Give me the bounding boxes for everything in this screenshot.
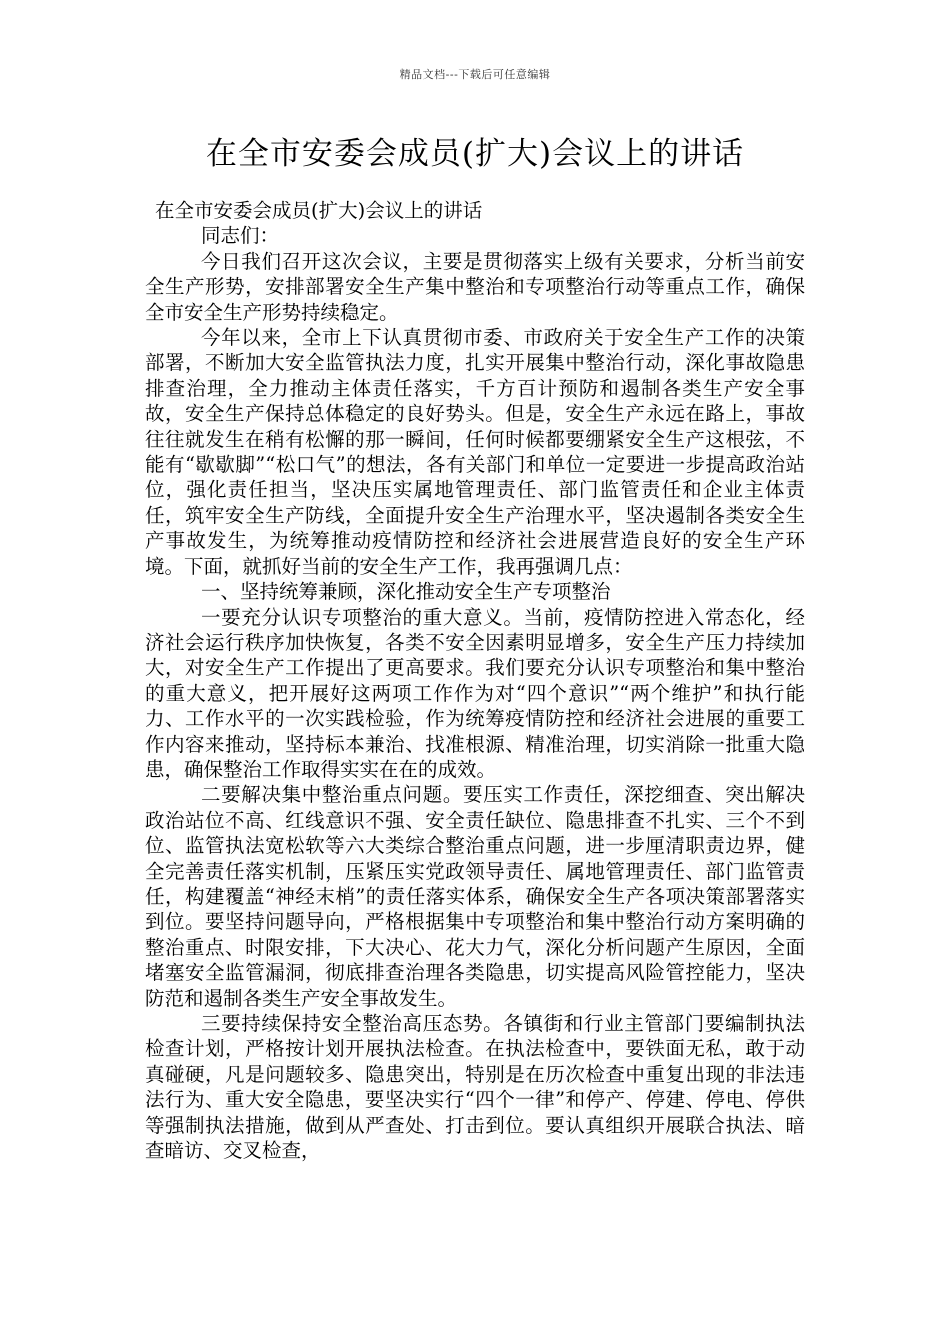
header-note: 精品文档---下载后可任意编辑 (399, 68, 551, 81)
salutation: 同志们： (201, 224, 280, 248)
document-subtitle: 在全市安委会成员(扩大)会议上的讲话 (155, 199, 483, 222)
paragraph: 今年以来，全市上下认真贯彻市委、市政府关于安全生产工作的决策部署，不断加大安全监管执法力度，扎实开展集中整治行动，深化事故隐患排查治理，全力推动主体责任落实，千方百计预防和遏制各类生产安全事故，安全生产保持总体稳定的良好势头。但是，安全生产永远在路上，事故往往就发生在稍有松懈的那一瞬间，任何时候都要绷紧安全生产这根弦，不能有“歇歇脚”“松口气”的想法，各有关部门和单位一定要进一步提高政治站位，强化责任担当，坚决压实属地管理责任、部门监管责任和企业主体责任，筑牢安全生产防线，全面提升安全生产治理水平，坚决遏制各类安全生产事故发生，为统筹推动疫情防控和经济社会进展营造良好的安全生产环境。下面，就抓好当前的安全生产工作，我再强调几点： (145, 326, 805, 578)
paragraph: 今日我们召开这次会议，主要是贯彻落实上级有关要求，分析当前安全生产形势，安排部署安全生产集中整治和专项整治行动等重点工作，确保全市安全生产形势持续稳定。 (145, 249, 805, 324)
document-title: 在全市安委会成员(扩大)会议上的讲话 (205, 136, 745, 172)
paragraph: 二要解决集中整治重点问题。要压实工作责任，深挖细查、突出解决政治站位不高、红线意识不强、安全责任缺位、隐患排查不扎实、三个不到位、监管执法宽松软等六大类综合整治重点问题，进一步厘清职责边界，健全完善责任落实机制，压紧压实党政领导责任、属地管理责任、部门监管责任，构建覆盖“神经末梢”的责任落实体系，确保安全生产各项决策部署落实到位。要坚持问题导向，严格根据集中专项整治和集中整治行动方案明确的整治重点、时限安排，下大决心、花大力气，深化分析问题产生原因，全面堵塞安全监管漏洞，彻底排查治理各类隐患，切实提高风险管控能力，坚决防范和遏制各类生产安全事故发生。 (145, 783, 805, 1010)
paragraph: 一要充分认识专项整治的重大意义。当前，疫情防控进入常态化，经济社会运行秩序加快恢复，各类不安全因素明显增多，安全生产压力持续加大，对安全生产工作提出了更高要求。我们要充分认识专项整治和集中整治的重大意义，把开展好这两项工作作为对“四个意识”“两个维护”和执行能力、工作水平的一次实践检验，作为统筹疫情防控和经济社会进展的重要工作内容来推动，坚持标本兼治、找准根源、精准治理，切实消除一批重大隐患，确保整治工作取得实实在在的成效。 (145, 605, 805, 781)
paragraph: 三要持续保持安全整治高压态势。各镇街和行业主管部门要编制执法检查计划，严格按计划开展执法检查。在执法检查中，要铁面无私，敢于动真碰硬，凡是问题较多、隐患突出，特别是在历次检查中重复出现的非法违法行为、重大安全隐患，要坚决实行“四个一律”和停产、停建、停电、停供等强制执法措施，做到从严查处、打击到位。要认真组织开展联合执法、暗查暗访、交叉检查， (145, 1012, 805, 1163)
section-heading: 一、坚持统筹兼顾，深化推动安全生产专项整治 (201, 580, 611, 604)
document-body (145, 198, 805, 1163)
